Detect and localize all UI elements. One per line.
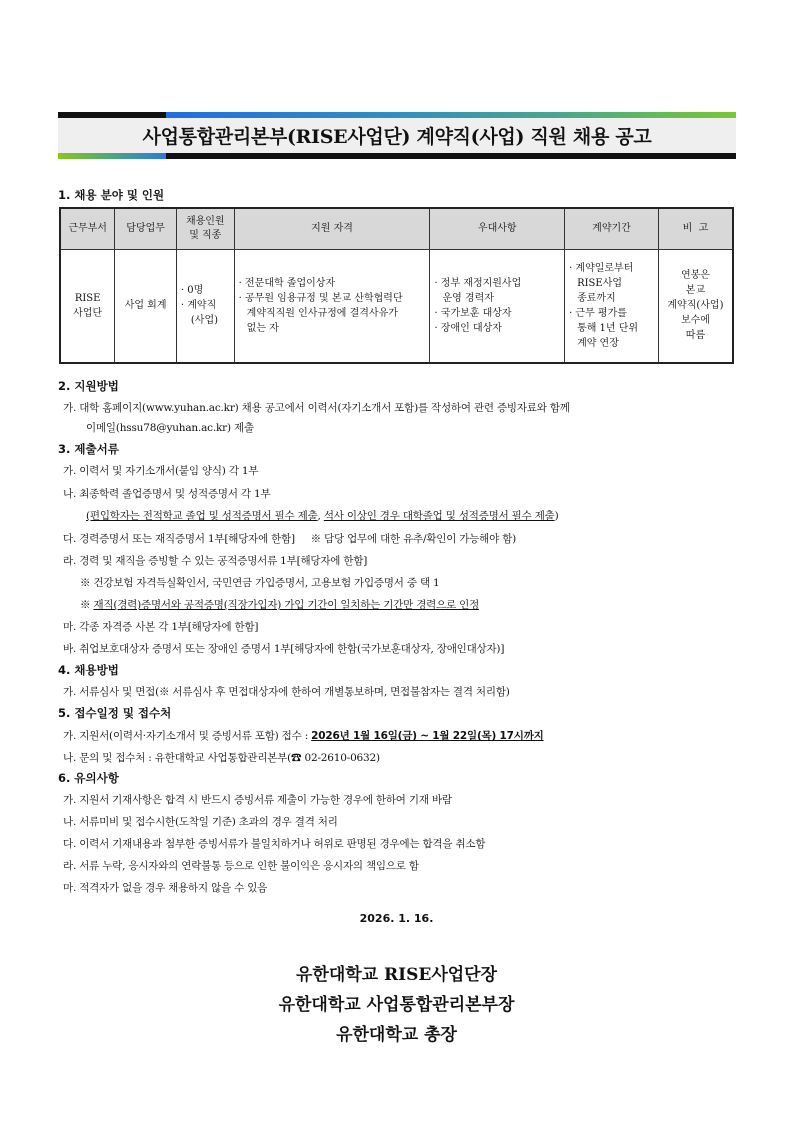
cell-preferences: · 정부 재정지원사업 운영 경력자 · 국가보훈 대상자 · 장애인 대상자	[430, 249, 565, 363]
header-department: 근무부서	[60, 208, 115, 249]
banner-bottom-bar	[58, 153, 736, 159]
doc-item: 바. 취업보호대상자 증명서 또는 장애인 증명서 1부[해당자에 한함(국가보훈대상자, 장애인대상자)]	[63, 643, 505, 655]
notice-item: 라. 서류 누락, 응시자와의 연락불통 등으로 인한 불이익은 응시자의 책임으로 함	[63, 860, 419, 872]
signature-line: 유한대학교 총장	[336, 1025, 457, 1045]
header-remarks: 비 고	[658, 208, 733, 249]
cell-duty: 사업 회계	[115, 249, 177, 363]
notice-item: 마. 적격자가 없을 경우 채용하지 않을 수 있음	[63, 882, 268, 894]
doc-item: 나. 최종학력 졸업증명서 및 성적증명서 각 1부	[63, 488, 271, 500]
cell-contract-period: · 계약일로부터 RISE사업 종료까지 · 근무 평가를 통해 1년 단위 계약 연장	[565, 249, 659, 363]
doc-item-note: ※ 재직(경력)증명서와 공적증명(직장가입자) 가입 기간이 일치하는 기간만 경력으로 인정	[80, 599, 480, 611]
notice-item: 다. 이력서 기재내용과 첨부한 증빙서류가 불일치하거나 허위로 판명된 경우에는 합격을 취소함	[63, 838, 486, 850]
section-heading-2: 2. 지원방법	[58, 379, 119, 393]
doc-item-note: (편입학자는 전적학교 졸업 및 성적증명서 필수 제출, 석사 이상인 경우 대학졸업 및 성적증명서 필수 제출)	[86, 510, 559, 522]
application-period: 가. 지원서(이력서·자기소개서 및 증빙서류 포함) 접수 : 2026년 1월 16일(금) ~ 1월 22일(목) 17시까지	[63, 730, 544, 742]
header-headcount: 채용인원 및 직종	[176, 208, 234, 249]
cell-headcount: · 0명 · 계약직 (사업)	[176, 249, 234, 363]
contact-info: 나. 문의 및 접수처 : 유한대학교 사업통합관리본부(☎ 02-2610-0632)	[63, 752, 380, 764]
signature-line: 유한대학교 사업통합관리본부장	[278, 995, 515, 1015]
apply-method-email: 이메일(hssu78@yuhan.ac.kr) 제출	[86, 422, 254, 434]
section-heading-1: 1. 채용 분야 및 인원	[58, 188, 165, 202]
doc-item: 다. 경력증명서 또는 재직증명서 1부[해당자에 한함] ※ 담당 업무에 대한 유추/확인이 가능해야 함)	[63, 533, 517, 545]
banner-top-bar	[58, 112, 736, 118]
cell-qualifications: · 전문대학 졸업이상자 · 공무원 임용규정 및 본교 산학협력단 계약직직원 인사규정에 결격사유가 없는 자	[234, 249, 430, 363]
notice-item: 나. 서류미비 및 접수시한(도착일 기준) 초과의 경우 결격 처리	[63, 816, 338, 828]
recruitment-table	[59, 207, 734, 364]
deadline: 2026년 1월 16일(금) ~ 1월 22일(목) 17시까지	[311, 730, 544, 742]
header-preferences: 우대사항	[430, 208, 565, 249]
hiring-method-item: 가. 서류심사 및 면접(※ 서류심사 후 면접대상자에 한하여 개별통보하며, 면접불참자는 결격 처리함)	[63, 686, 510, 698]
header-duty: 담당업무	[115, 208, 177, 249]
cell-department: RISE 사업단	[60, 249, 115, 363]
table-row	[60, 249, 733, 363]
doc-item: 가. 이력서 및 자기소개서(붙임 양식) 각 1부	[63, 465, 259, 477]
signature-line: 유한대학교 RISE사업단장	[295, 965, 498, 985]
section-heading-4: 4. 채용방법	[58, 663, 119, 677]
page-title: 사업통합관리본부(RISE사업단) 계약직(사업) 직원 채용 공고	[142, 126, 652, 148]
cell-remarks: 연봉은 본교 계약직(사업) 보수에 따름	[658, 249, 733, 363]
notice-item: 가. 지원서 기재사항은 합격 시 반드시 증빙서류 제출이 가능한 경우에 한하여 기재 바람	[63, 794, 452, 806]
header-contract-period: 계약기간	[565, 208, 659, 249]
section-heading-3: 3. 제출서류	[58, 442, 119, 456]
table-header-row	[60, 208, 733, 249]
section-heading-6: 6. 유의사항	[58, 771, 119, 785]
apply-method-item: 가. 대학 홈페이지(www.yuhan.ac.kr) 채용 공고에서 이력서(자기소개서 포함)를 작성하여 관련 증빙자료와 함께	[63, 402, 570, 414]
doc-item: 라. 경력 및 재직을 증빙할 수 있는 공적증명서류 1부[해당자에 한함]	[63, 555, 368, 567]
announcement-date: 2026. 1. 16.	[359, 912, 434, 925]
doc-item: 마. 각종 자격증 사본 각 1부[해당자에 한함]	[63, 621, 259, 633]
header-qualifications: 지원 자격	[234, 208, 430, 249]
title-banner	[58, 112, 736, 159]
section-heading-5: 5. 접수일정 및 접수처	[58, 706, 172, 720]
doc-item-note: ※ 건강보험 자격득실확인서, 국민연금 가입증명서, 고용보험 가입증명서 중 택 1	[80, 577, 440, 589]
